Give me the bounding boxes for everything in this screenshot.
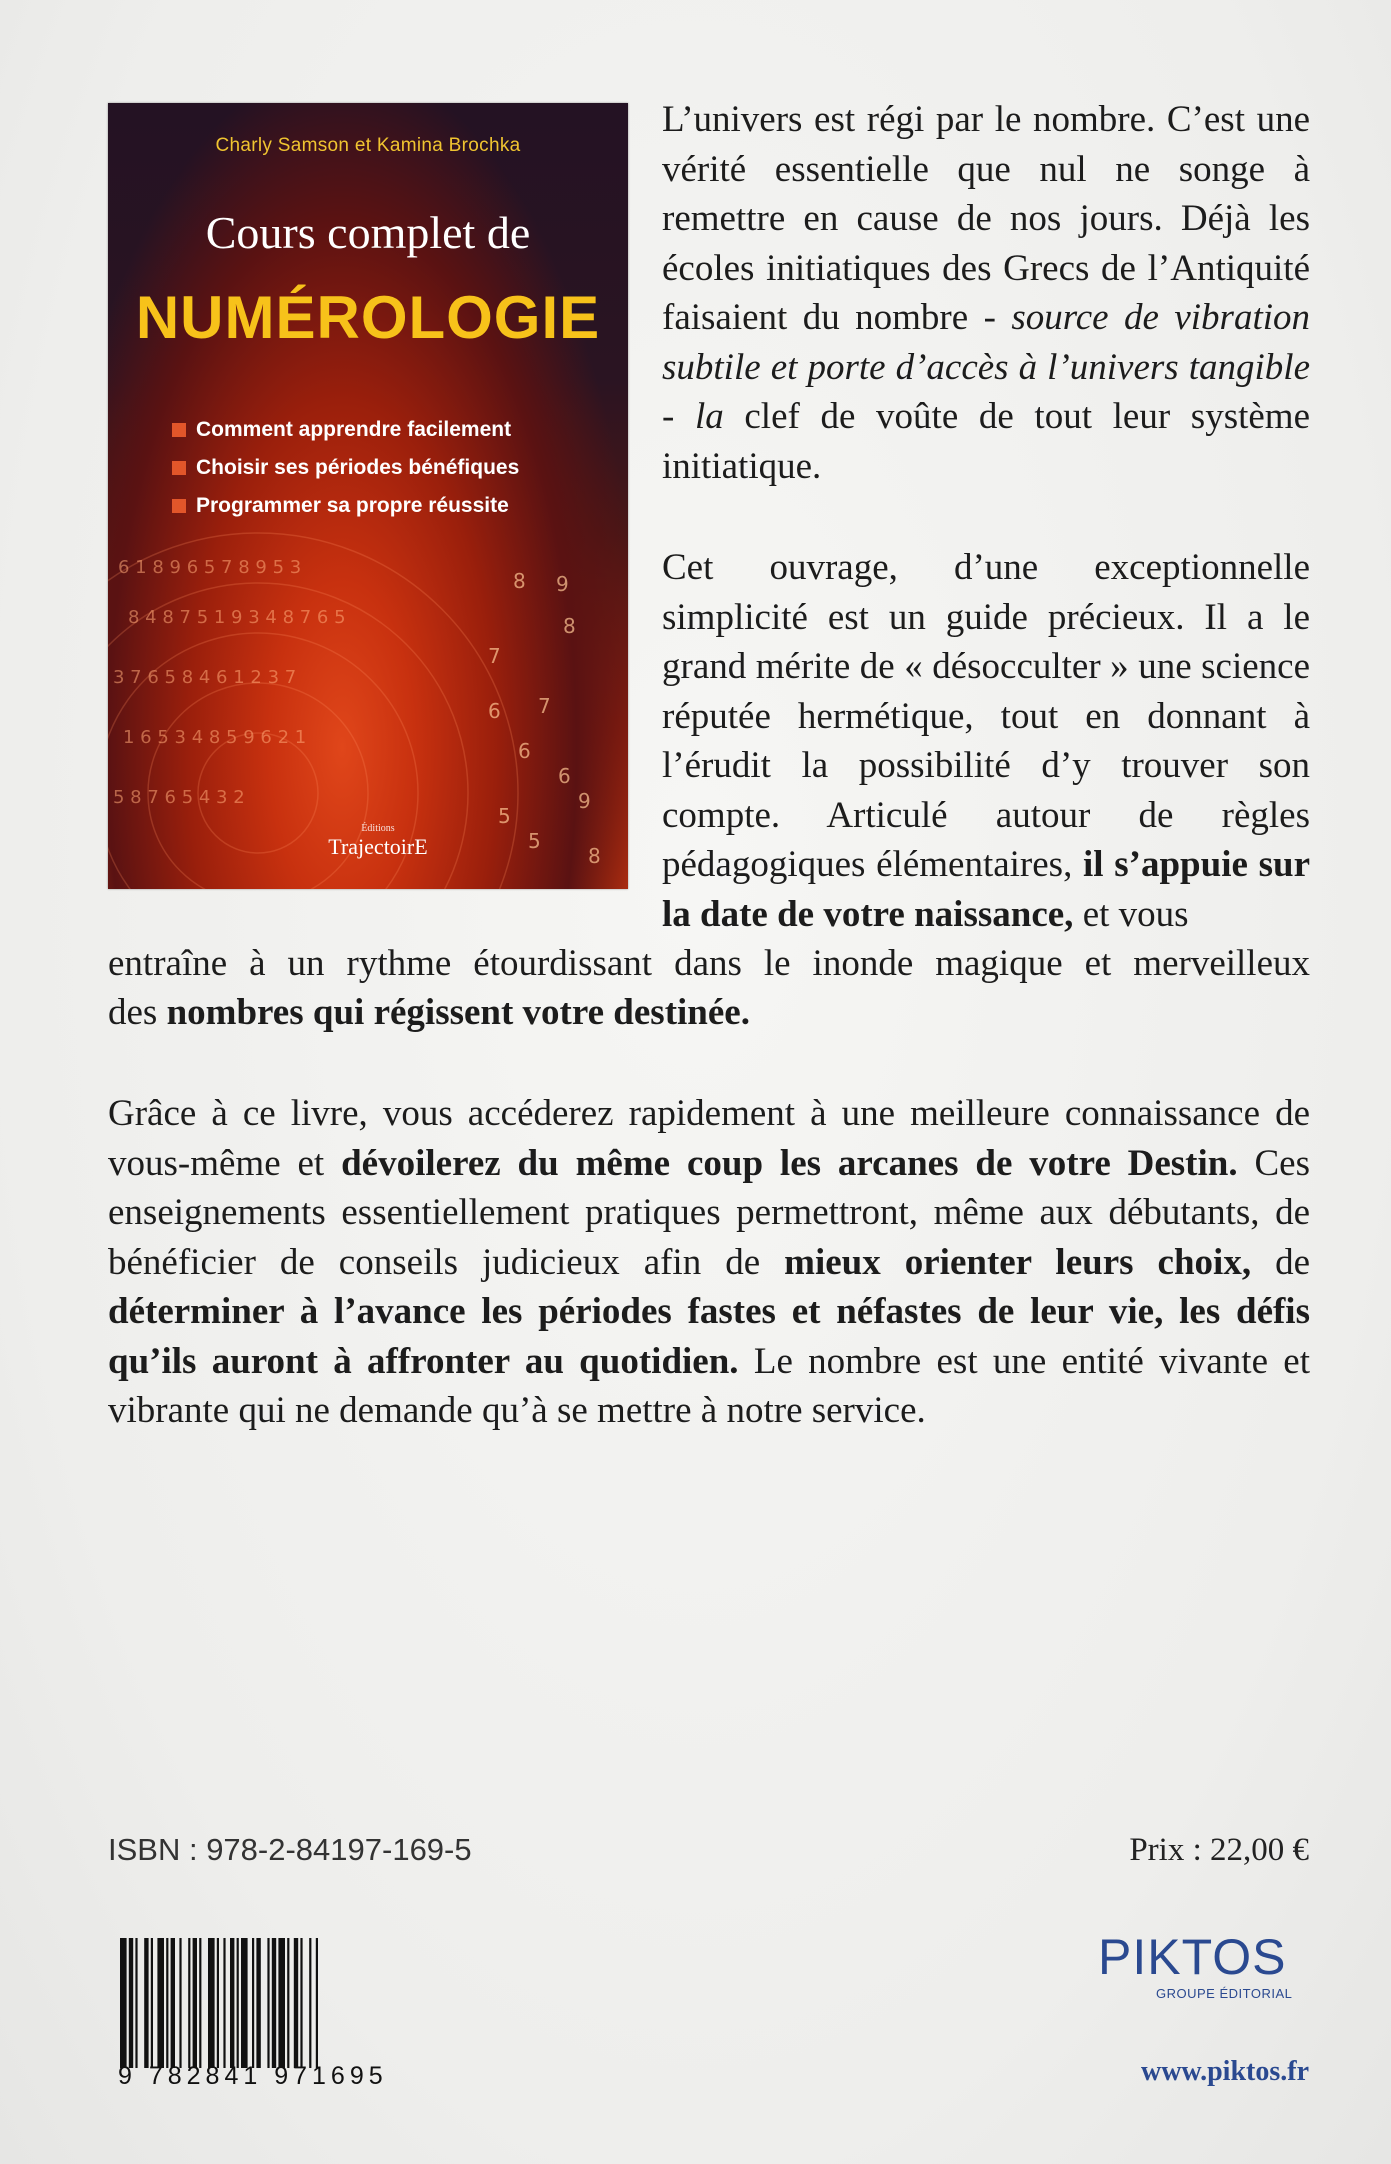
price-label: Prix : 22,00 € [1129,1832,1309,1868]
cover-title-line1: Cours complet de [205,207,531,258]
svg-text:6: 6 [488,699,501,723]
svg-text:7: 7 [538,694,551,718]
cover-bullet-list [172,411,519,525]
svg-text:8: 8 [588,844,601,868]
square-bullet-icon [172,461,186,475]
cover-authors: Charly Samson et Kamina Brochka [215,135,521,156]
blurb-paragraph-2-end: des nombres qui régissent votre destinée. [108,992,750,1033]
svg-text:9: 9 [578,789,591,813]
svg-text:9: 9 [556,572,569,596]
cover-title-line2: NUMÉROLOGIE [135,284,601,351]
barcode-image [120,1938,450,2068]
cover-bullet: Comment apprendre facilement [172,411,519,449]
cover-thumbnail [108,103,628,889]
blurb-paragraph-1: L’univers est régi par le nombre. C’est une vérité essentielle que nul ne songe à remettre en cause de nos jours. Déjà les écoles initiatiques des Grecs de l’Antiquité faisaient du nombre - source de vibration subtile et porte d’accès à l’univers tangible - la clef de voûte de tout leur système initiatique. [662,99,1311,487]
website-link[interactable]: www.piktos.fr [1140,2056,1309,2087]
svg-text:8: 8 [513,569,526,593]
svg-text:8 4 8 7 5 1 9 3 4 8 7 6 5: 8 4 8 7 5 1 9 3 4 8 7 6 5 [128,607,346,628]
cover-bullet: Programmer sa propre réussite [172,487,519,525]
blurb-paragraph-2-continued: entraîne à un rythme étourdissant dans le inonde magique et merveilleux [108,943,1310,984]
svg-text:3 7 6 5 8 4 6 1 2 3 7: 3 7 6 5 8 4 6 1 2 3 7 [113,667,297,688]
cover-publisher-logo: Éditions TrajectoirE [328,823,428,859]
cover-bullet: Choisir ses périodes bénéfiques [172,449,519,487]
square-bullet-icon [172,499,186,513]
svg-text:5: 5 [498,804,511,828]
blurb-paragraph-2: Cet ouvrage, d’une exceptionnelle simplicité est un guide précieux. Il a le grand mérite de « désocculter » une science réputée hermétique, tout en donnant à l’érudit la possibilité d’y trouver son compte. Articulé autour de règles pédagogiques élémentaires, il s’appuie sur la date de votre naissance, et vous [662,547,1310,935]
svg-text:5 8 7 6 5 4 3 2: 5 8 7 6 5 4 3 2 [113,787,245,808]
blurb-paragraph-3: Grâce à ce livre, vous accéderez rapidement à une meilleure connaissance de vous-même et dévoilerez du même coup les arcanes de votre Destin. Ces enseignements essentiellement pratiques permettront, même aux débutants, de bénéficier de conseils judicieux afin de mieux orienter leurs choix, de déterminer à l’avance les périodes fastes et néfastes de leur vie, les défis qu’ils auront à affronter au quotidien. Le nombre est une entité vivante et vibrante qui ne demande qu’à se mettre à notre service. [108,1093,1310,1431]
square-bullet-icon [172,423,186,437]
barcode-digits: 9 782841 971695 [118,2062,388,2090]
piktos-logo: PIKTOS GROUPE ÉDITORIAL [1098,1929,1293,2001]
svg-text:1 6 5 3 4 8 5 9 6 2 1: 1 6 5 3 4 8 5 9 6 2 1 [123,727,307,748]
svg-text:8: 8 [563,614,576,638]
svg-text:6: 6 [558,764,571,788]
svg-text:5: 5 [528,829,541,853]
isbn-number: ISBN : 978-2-84197-169-5 [108,1832,472,1867]
svg-text:7: 7 [488,644,501,668]
svg-text:6: 6 [518,739,531,763]
svg-text:6 1 8 9 6 5 7 8 9 5 3: 6 1 8 9 6 5 7 8 9 5 3 [118,557,302,578]
